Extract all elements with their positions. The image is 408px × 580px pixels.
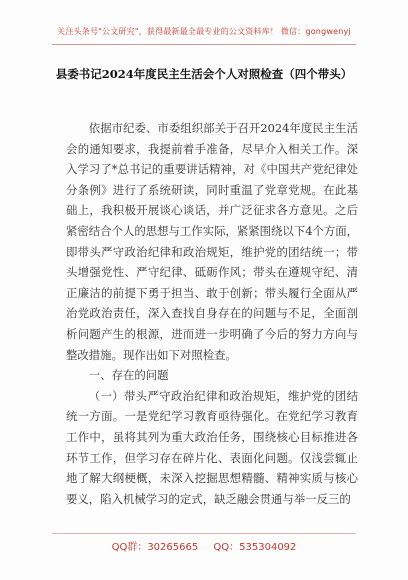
header-divider <box>52 44 356 45</box>
document-title: 县委书记2024年度民主生活会个人对照检查（四个带头） <box>55 67 353 81</box>
document-body <box>66 118 358 509</box>
header-banner: 关注头条号"公文研究"，获得最新最全最专业的公文资料库！ 微信：gongwenyj <box>57 27 351 36</box>
footer <box>0 538 408 553</box>
footer-divider <box>52 533 356 534</box>
intro-paragraph: 依据市纪委、市委组织部关于召开2024年度民主生活会的通知要求，我提前着手准备，尽早介入相关工作。深入学习了*总书记的重要讲话精神，对《中国共产党纪律处分条例》进行了系统研读，同时重温了党章党规。在此基础上，我积极开展谈心谈话，并广泛征求各方意见。之后紧密结合个人的思想与工作实际，紧紧围绕以下4个方面，即带头严守政治纪律和政治规矩，维护党的团结统一；带头增强党性、严守纪律、砥砺作风；带头在遵规守纪、清正廉洁的前提下勇于担当、敢于创新；带头履行全面从严治党政治责任，深入查找自身存在的问题与不足，全面剖析问题产生的根源，进而进一步明确了今后的努力方向与整改措施。现作出如下对照检查。 <box>66 121 359 362</box>
footer-qq: QQ：535304092 <box>213 542 297 553</box>
section-paragraph: （一）带头严守政治纪律和政治规矩，维护党的团结统一方面。一是党纪学习教育亟待强化。在党纪学习教育工作中，虽将其列为重大政治任务，围绕核心目标推进各环节工作，但学习存在碎片化、表面化问题。仅浅尝辄止地了解大纲梗概，未深入挖掘思想精髓、精神实质与核心要义，陷入机械学习的定式，缺乏融会贯通与举一反三的 <box>66 388 358 506</box>
footer-qq-group: QQ群：30265665 <box>111 542 199 553</box>
section-heading: 一、存在的问题 <box>88 368 169 383</box>
